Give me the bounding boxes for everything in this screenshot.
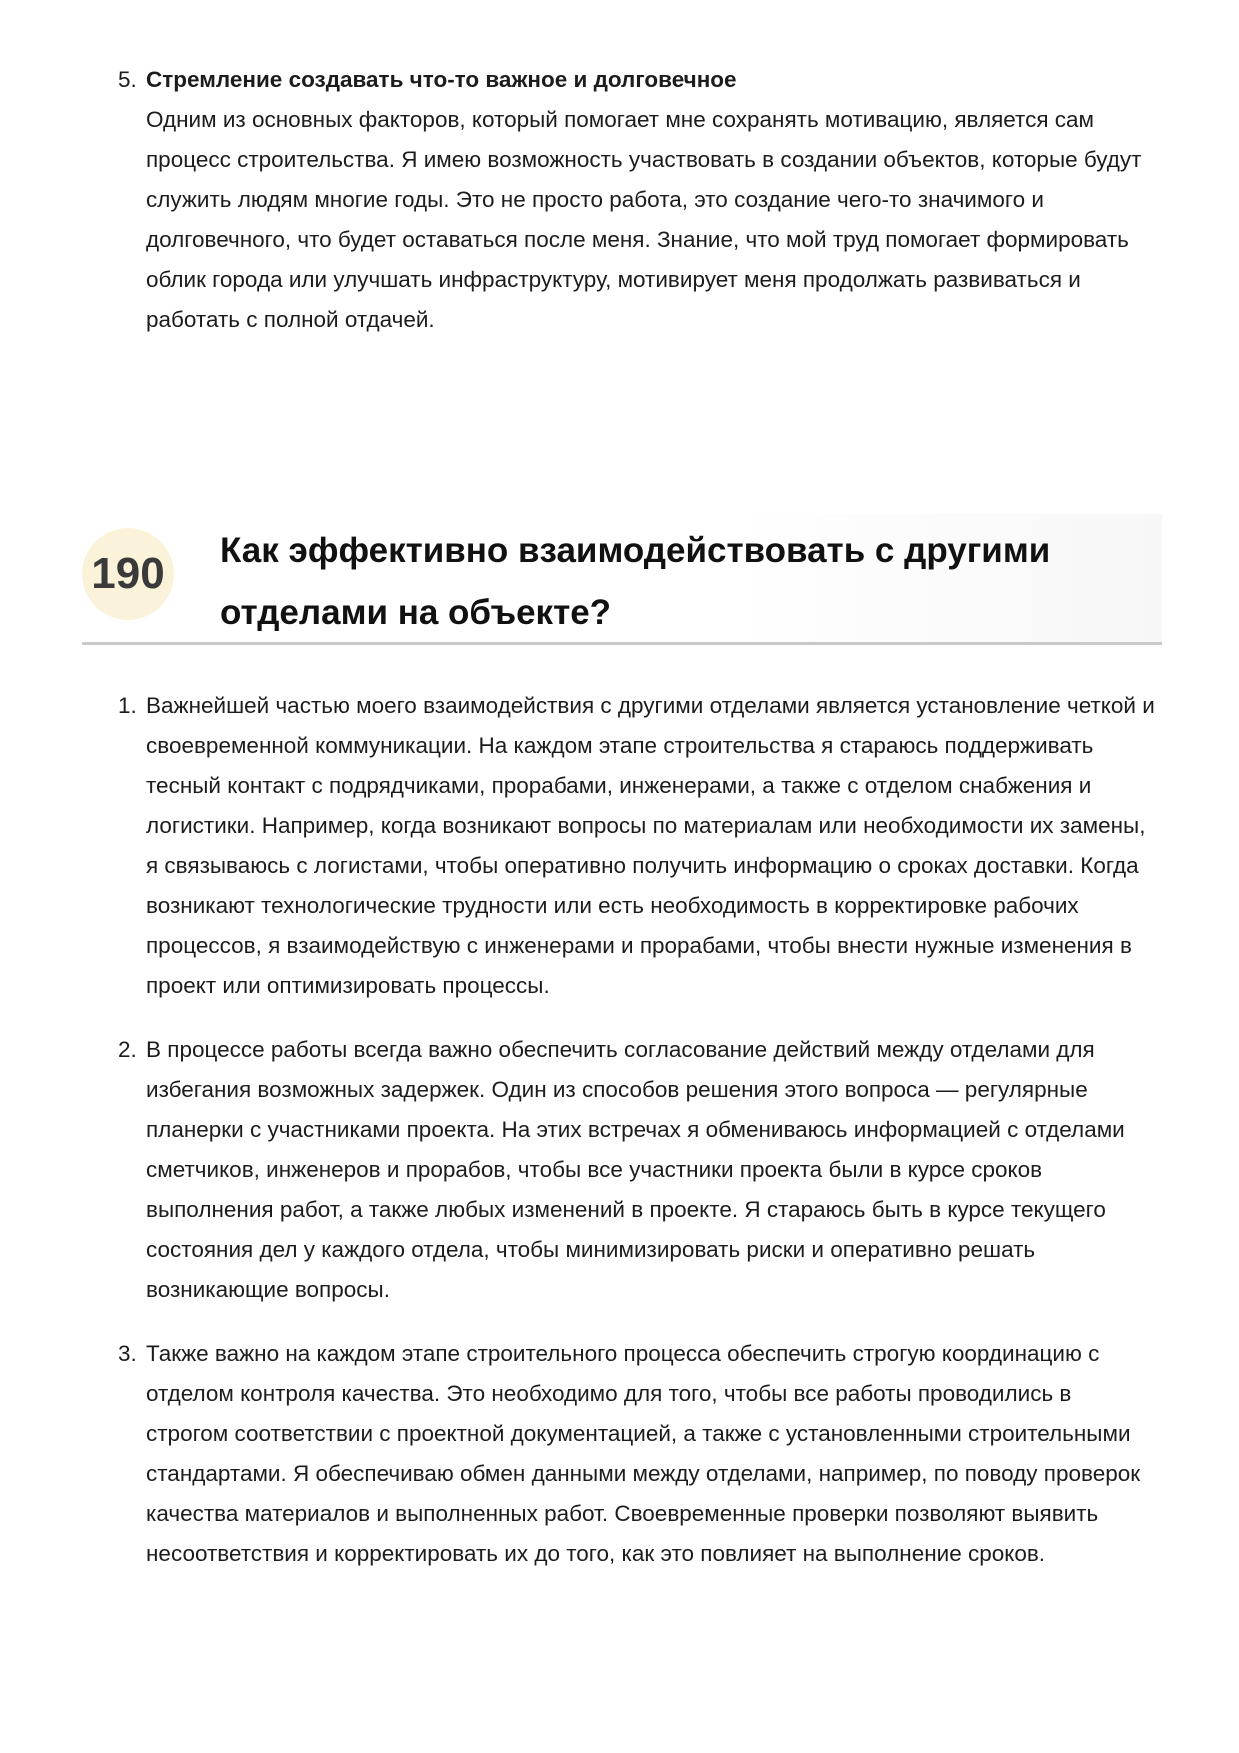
list-item [116,686,1156,1006]
list-item-text: Одним из основных факторов, который помогает мне сохранять мотивацию, является сам процесс строительства. Я имею возможность участвовать в создании объектов, которые будут служить людям многие годы. Это не просто работа, это создание чего-то значимого и долговечного, что будет оставаться после меня. Знание, что мой труд помогает формировать облик города или улучшать инфраструктуру, мотивирует меня продолжать развиваться и работать с полной отдачей. [146,107,1142,332]
list-item-number: 3. [118,1341,137,1366]
list-item [116,1334,1156,1574]
list-item-title: Стремление создавать что-то важное и долговечное [146,67,737,92]
list-item-number: 1. [118,693,137,718]
list-item-number: 2. [118,1037,137,1062]
section-item-list [116,686,1156,1598]
list-item-text: Важнейшей частью моего взаимодействия с другими отделами является установление четкой и своевременной коммуникации. На каждом этапе строительства я стараюсь поддерживать тесный контакт с подрядчиками, прорабами, инженерами, а также с отделом снабжения и логистики. Например, когда возникают вопросы по материалам или необходимости их замены, я связываюсь с логистами, чтобы оперативно получить информацию о сроках доставки. Когда возникают технологические трудности или есть необходимость в корректировке рабочих процессов, я взаимодействую с инженерами и прорабами, чтобы внести нужные изменения в проект или оптимизировать процессы. [146,693,1155,998]
section-title: Как эффективно взаимодействовать с другими отделами на объекте? [220,531,1051,632]
section-divider [82,642,1162,645]
list-item [116,1030,1156,1310]
previous-section-list [116,60,1156,340]
section-header [82,514,1162,645]
list-item [116,60,1156,340]
list-item-number: 5. [118,67,137,92]
section-number-badge: 190 [82,528,174,620]
list-item-text: Также важно на каждом этапе строительного процесса обеспечить строгую координацию с отделом контроля качества. Это необходимо для того, чтобы все работы проводились в строгом соответствии с проектной документацией, а также с установленными строительными стандартами. Я обеспечиваю обмен данными между отделами, например, по поводу проверок качества материалов и выполненных работ. Своевременные проверки позволяют выявить несоответствия и корректировать их до того, как это повлияет на выполнение сроков. [146,1341,1141,1566]
list-item-text: В процессе работы всегда важно обеспечить согласование действий между отделами для избегания возможных задержек. Один из способов решения этого вопроса — регулярные планерки с участниками проекта. На этих встречах я обмениваюсь информацией с отделами сметчиков, инженеров и прорабов, чтобы все участники проекта были в курсе сроков выполнения работ, а также любых изменений в проекте. Я стараюсь быть в курсе текущего состояния дел у каждого отдела, чтобы минимизировать риски и оперативно решать возникающие вопросы. [146,1037,1125,1302]
